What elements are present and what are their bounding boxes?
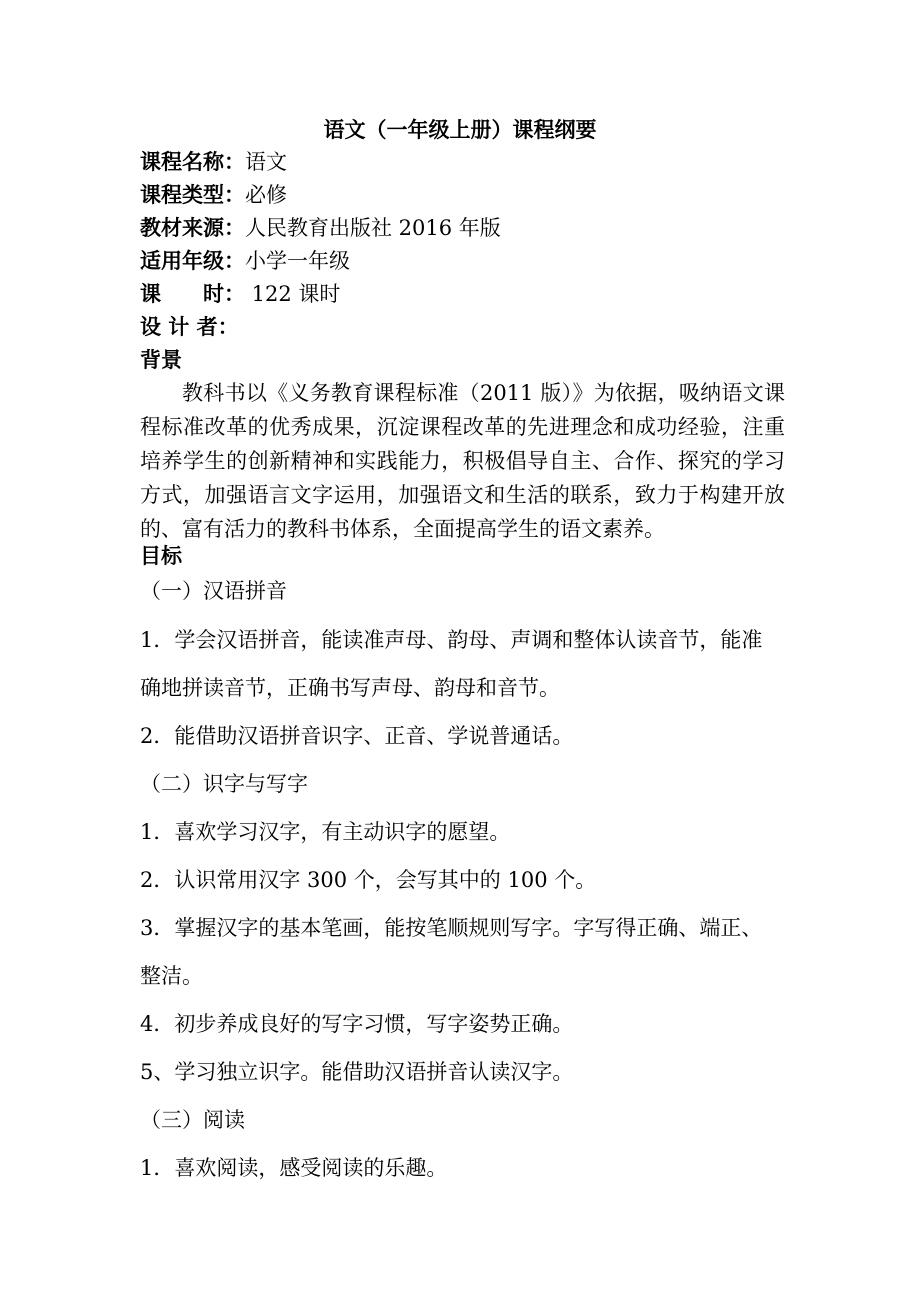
goal-line: （一）汉语拼音: [140, 579, 287, 603]
meta-class-hours: [140, 280, 340, 308]
goal-line: （三）阅读: [140, 1108, 245, 1132]
background-paragraph: 教科书以《义务教育课程标准（2011 版）》为依据，吸纳语文课程标准改革的优秀成果，沉淀课程改革的先进理念和成功经验，注重培养学生的创新精神和实践能力，积极倡导自主、合作、探究的学习方式，加强语言文字运用，加强语文和生活的联系，致力于构建开放的、富有活力的教科书体系，全面提高学生的语文素养。: [140, 381, 785, 541]
meta-label: 设 计 者：: [140, 314, 239, 339]
goal-line: 1．喜欢阅读，感受阅读的乐趣。: [140, 1156, 448, 1180]
meta-label: 课程名称：: [140, 149, 245, 174]
meta-value: 人民教育出版社 2016 年版: [245, 216, 501, 240]
goal-line: 1．学会汉语拼音，能读准声母、韵母、声调和整体认读音节，能准: [140, 628, 763, 652]
meta-label: 课程类型：: [140, 182, 245, 207]
meta-designer: [140, 313, 239, 341]
meta-label: 教材来源：: [140, 215, 245, 240]
goal-line: 确地拼读音节，正确书写声母、韵母和音节。: [140, 676, 560, 700]
goal-line: （二）识字与写字: [140, 772, 308, 796]
goal-line: 2．能借助汉语拼音识字、正音、学说普通话。: [140, 724, 574, 748]
goal-line: 4．初步养成良好的写字习惯，写字姿势正确。: [140, 1012, 574, 1036]
meta-grade: [140, 247, 350, 275]
goal-line: 5、学习独立识字。能借助汉语拼音认读汉字。: [140, 1060, 574, 1084]
goal-line: 3．掌握汉字的基本笔画，能按笔顺规则写字。字写得正确、端正、: [140, 916, 763, 940]
meta-value: 小学一年级: [245, 249, 350, 273]
goal-line: 整洁。: [140, 964, 203, 988]
meta-course-type: [140, 181, 287, 209]
meta-value: 122 课时: [245, 282, 341, 306]
meta-textbook-source: [140, 214, 501, 242]
background-heading: 背景: [140, 347, 182, 372]
meta-value: 语文: [245, 150, 287, 174]
document-title: 语文（一年级上册）课程纲要: [323, 117, 597, 142]
meta-label: 课 时：: [140, 281, 245, 306]
meta-course-name: [140, 148, 287, 176]
goal-line: 2．认识常用汉字 300 个，会写其中的 100 个。: [140, 868, 597, 892]
goal-line: 1．喜欢学习汉字，有主动识字的愿望。: [140, 820, 511, 844]
meta-label: 适用年级：: [140, 248, 245, 273]
meta-value: 必修: [245, 183, 287, 207]
goals-heading: 目标: [140, 543, 182, 568]
